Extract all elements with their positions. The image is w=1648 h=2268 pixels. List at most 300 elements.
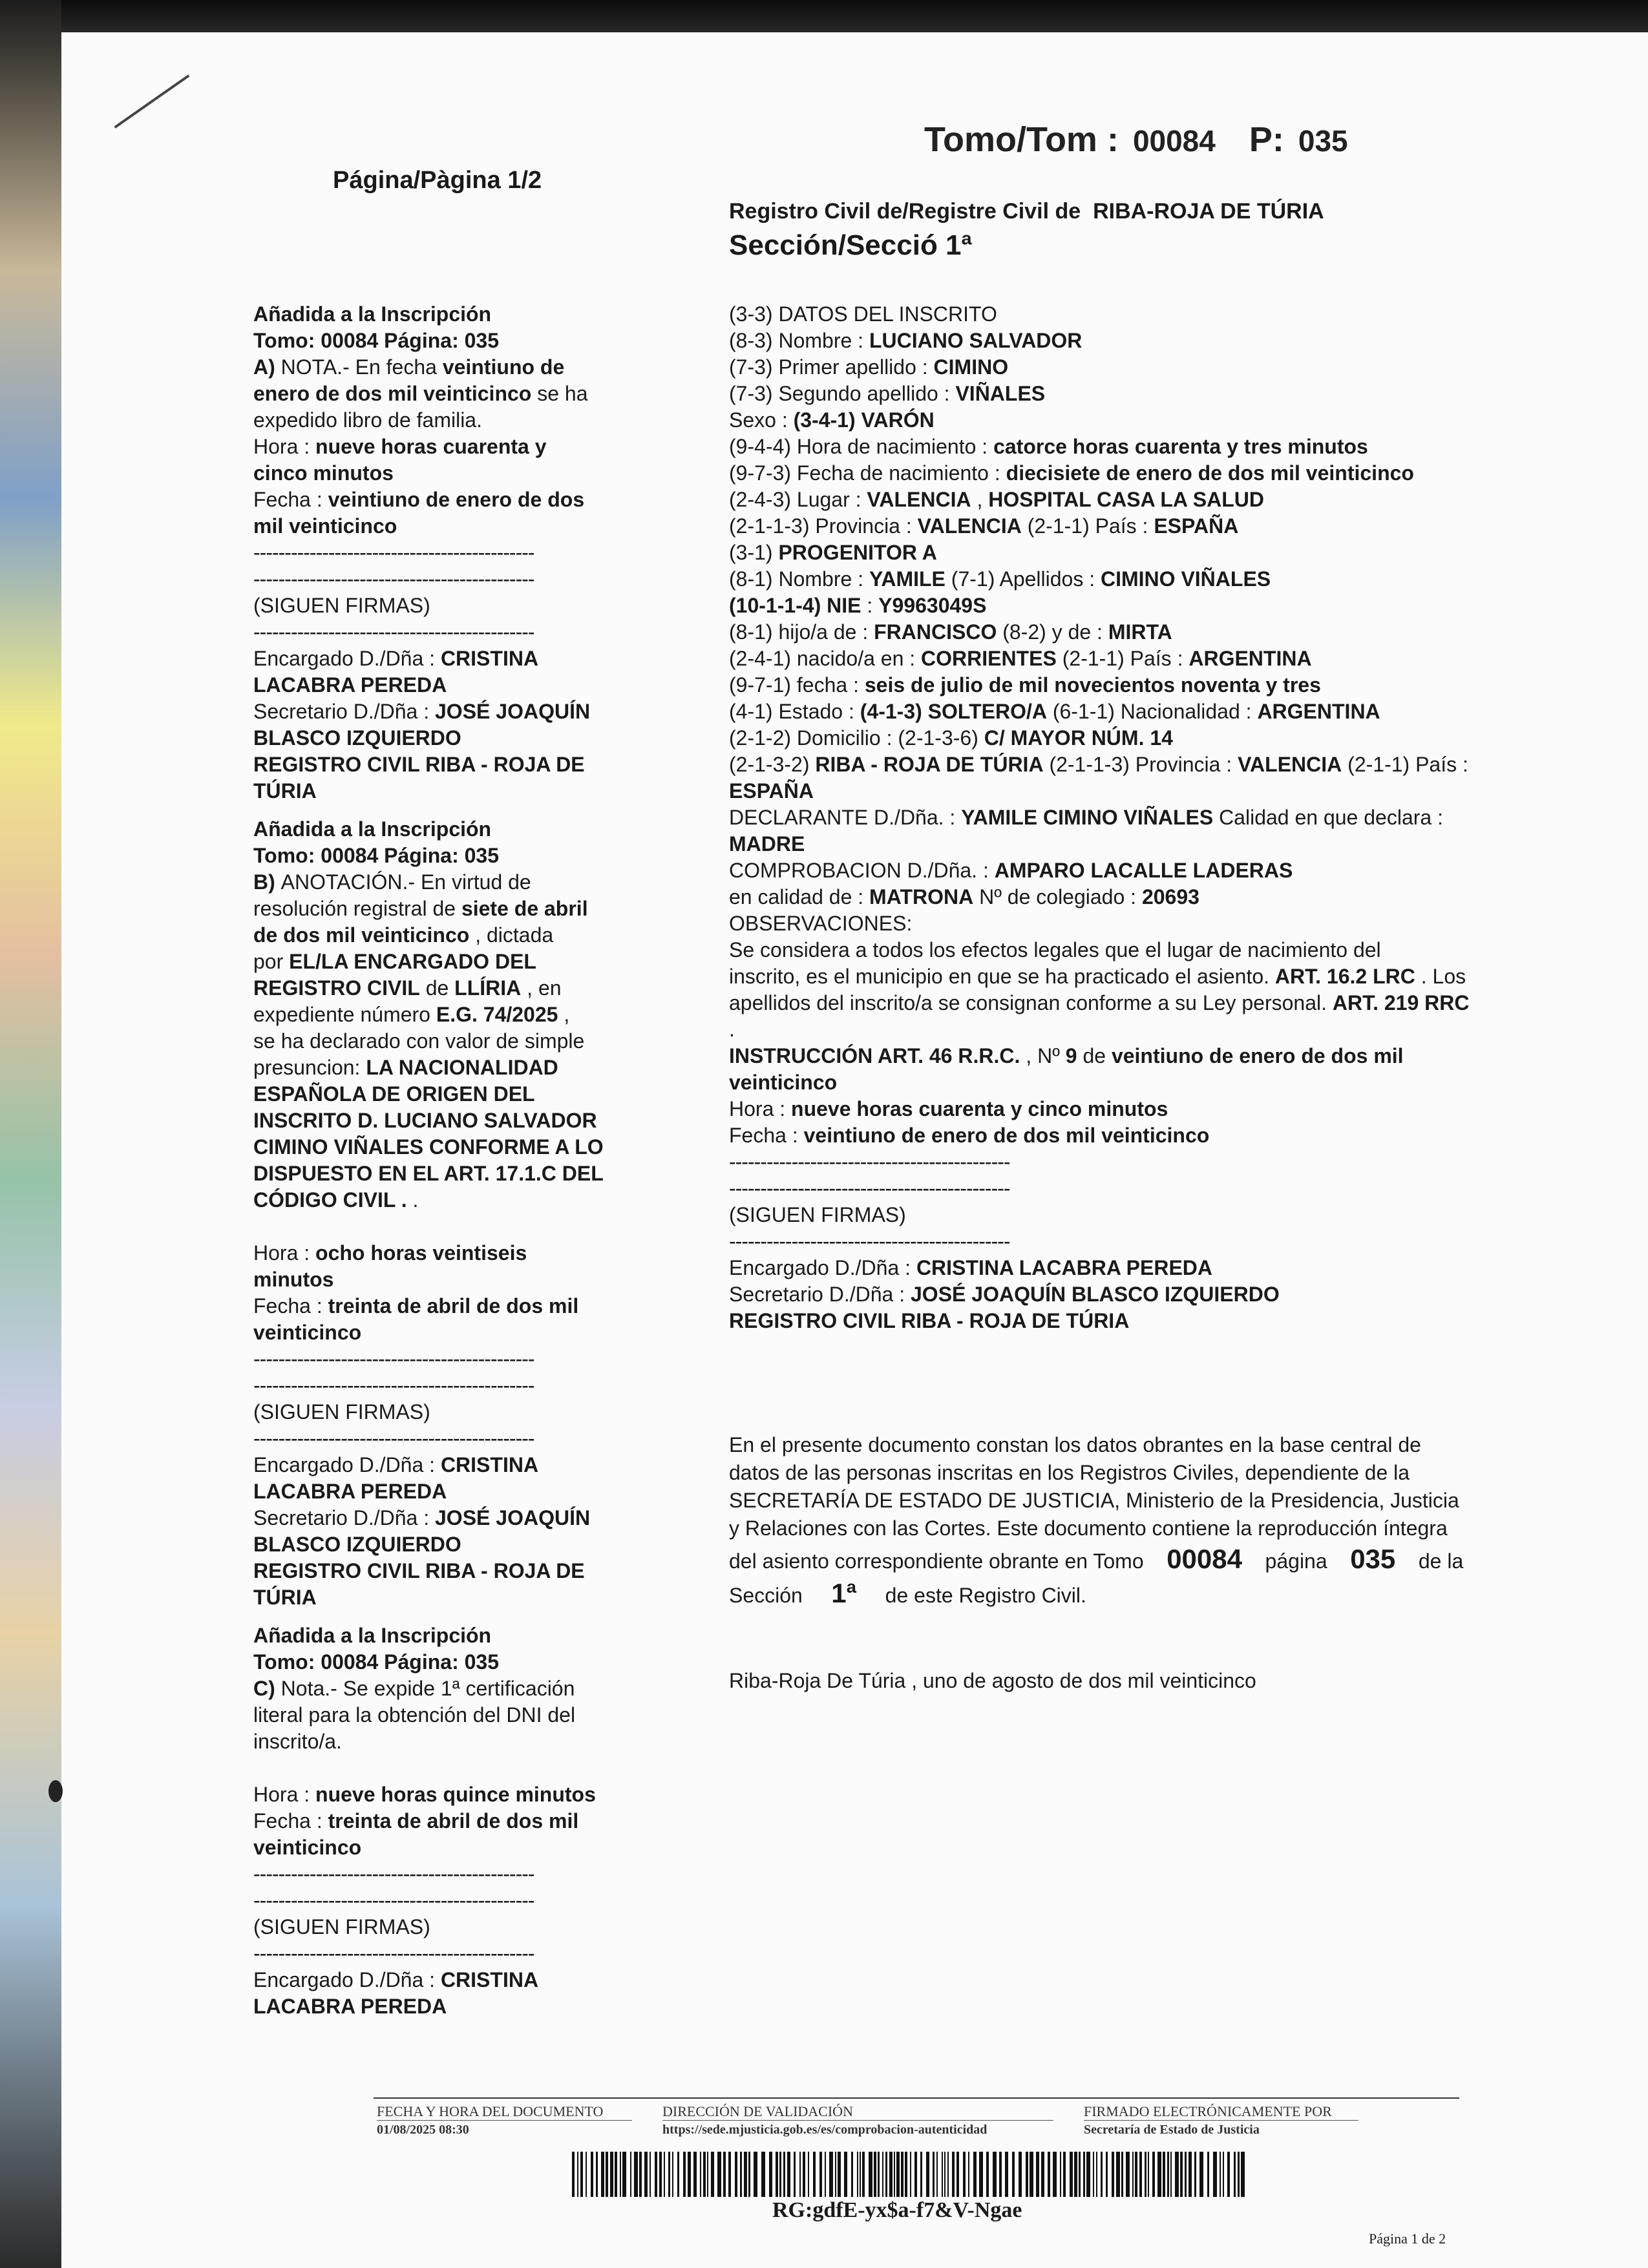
text-line — [729, 751, 1576, 778]
barcode-bar — [1093, 2152, 1094, 2197]
text-line — [729, 301, 1576, 328]
barcode-bar — [1074, 2152, 1077, 2197]
field-label: se ha — [531, 382, 588, 405]
field-label: inscrito, es el municipio en que se ha practicado el asiento. — [729, 965, 1275, 988]
field-label: Encargado D./Dña : — [253, 1453, 441, 1476]
spacer — [253, 1213, 641, 1240]
barcode-bar — [1106, 2152, 1108, 2197]
barcode-bar — [999, 2152, 1002, 2197]
text-line — [253, 1319, 641, 1346]
field-label: Secretario D./Dña : — [729, 1283, 911, 1306]
text-line — [253, 1584, 641, 1611]
field-value: ESPAÑA — [729, 779, 814, 803]
field-label: OBSERVACIONES: — [729, 912, 913, 935]
text-line — [253, 301, 641, 328]
field-label: . — [729, 1018, 735, 1041]
field-label: (7-1) Apellidos : — [945, 567, 1101, 591]
scan-left-edge — [0, 0, 61, 2268]
scan-blemish — [48, 1780, 63, 1802]
field-value: catorce horas cuarenta y tres minutos — [993, 435, 1368, 458]
text-line — [253, 1781, 641, 1808]
barcode-bar — [860, 2152, 861, 2197]
text-line — [729, 540, 1576, 566]
field-value: JOSÉ JOAQUÍN BLASCO IZQUIERDO — [911, 1283, 1280, 1306]
text-line — [729, 990, 1576, 1016]
field-value: YAMILE CIMINO VIÑALES — [961, 806, 1214, 829]
pagina-label: Página/Pàgina 1/2 — [333, 167, 542, 194]
statement-text: página — [1265, 1549, 1327, 1573]
field-value: CIMINO — [933, 355, 1009, 379]
statement-line — [729, 1545, 1543, 1575]
barcode-bar — [862, 2152, 865, 2197]
barcode-bar — [944, 2152, 945, 2197]
field-value: ESPAÑA — [1154, 514, 1239, 538]
field-value: VIÑALES — [955, 382, 1046, 405]
text-line — [253, 975, 641, 1002]
text-line — [729, 487, 1576, 513]
field-value: REGISTRO CIVIL RIBA - ROJA DE — [253, 753, 585, 776]
page-label: P: — [1249, 120, 1284, 159]
field-value: mil veinticinco — [253, 514, 397, 538]
field-label: Hora : — [253, 1783, 316, 1806]
field-value: CRISTINA — [440, 1968, 539, 1991]
field-label: de — [1077, 1044, 1112, 1067]
field-label: Encargado D./Dña : — [729, 1256, 916, 1279]
text-line — [253, 434, 641, 460]
field-label: Calidad en que declara : — [1213, 806, 1443, 829]
text-line — [729, 857, 1576, 884]
field-label: NOTA.- En fecha — [280, 355, 443, 379]
text-line — [729, 672, 1576, 698]
barcode-bar — [1157, 2152, 1161, 2197]
text-line — [729, 354, 1576, 381]
barcode-bar — [819, 2152, 822, 2197]
statement-pagina: 035 — [1350, 1544, 1396, 1574]
text-line — [253, 1081, 641, 1108]
field-label: Fecha : — [253, 1294, 328, 1318]
field-label: , — [558, 1003, 570, 1026]
text-line — [729, 937, 1576, 963]
barcode-bar — [825, 2152, 826, 2197]
field-label: , dictada — [469, 923, 554, 947]
text-line — [729, 381, 1576, 407]
text-line — [253, 460, 641, 487]
barcode-bar — [610, 2152, 613, 2197]
barcode-bar — [655, 2152, 657, 2197]
field-label: (SIGUEN FIRMAS) — [729, 1203, 906, 1226]
field-label: expedido libro de familia. — [253, 408, 482, 432]
text-line — [253, 1675, 641, 1702]
text-line — [729, 1069, 1576, 1096]
field-label: --------------------------------------------- — [253, 1374, 534, 1397]
dash-rule — [253, 1940, 641, 1967]
field-value: DISPUESTO EN EL ART. 17.1.C DEL — [253, 1162, 604, 1185]
text-line — [253, 949, 641, 975]
barcode-bar — [1041, 2152, 1044, 2197]
field-value: A) — [253, 355, 281, 379]
text-line — [253, 1993, 641, 2020]
barcode-bar — [707, 2152, 708, 2197]
field-value: C/ MAYOR NÚM. 14 — [984, 726, 1173, 750]
field-label: DECLARANTE D./Dña. : — [729, 806, 962, 829]
barcode-bar — [1112, 2152, 1114, 2197]
text-line — [253, 843, 641, 869]
text-line — [253, 487, 641, 513]
barcode-bar — [1126, 2152, 1130, 2197]
field-value: BLASCO IZQUIERDO — [253, 1533, 461, 1556]
barcode-bar — [1096, 2152, 1097, 2197]
barcode-bar — [1207, 2152, 1209, 2197]
field-label: --------------------------------------------- — [729, 1177, 1010, 1200]
barcode-bar — [1121, 2152, 1123, 2197]
field-value: CÓDIGO CIVIL . — [253, 1188, 407, 1212]
field-value: CRISTINA — [440, 1453, 539, 1476]
barcode-bar — [1116, 2152, 1120, 2197]
text-line — [253, 1160, 641, 1187]
spacer — [253, 1755, 641, 1781]
barcode-bar — [936, 2152, 938, 2197]
field-label: Secretario D./Dña : — [253, 700, 435, 723]
field-value: (4-1-3) SOLTERO/A — [860, 700, 1047, 723]
dash-rule — [253, 1425, 641, 1452]
footer-firmado-label: FIRMADO ELECTRÓNICAMENTE POR — [1084, 2103, 1332, 2119]
barcode-bar — [572, 2152, 575, 2197]
field-label: (2-1-3-2) — [729, 753, 816, 776]
field-label: de — [419, 976, 455, 1000]
text-line — [253, 896, 641, 922]
statement-text: Sección — [729, 1584, 803, 1607]
barcode-bar — [1048, 2152, 1050, 2197]
field-value: YAMILE — [869, 567, 945, 591]
barcode-bar — [577, 2152, 578, 2197]
text-line — [729, 831, 1576, 857]
text-line — [729, 1255, 1576, 1281]
text-line — [729, 407, 1576, 434]
text-line — [253, 778, 641, 804]
field-value: 9 — [1065, 1044, 1077, 1067]
footer-underline — [377, 2120, 632, 2121]
field-label: (SIGUEN FIRMAS) — [253, 594, 430, 617]
field-value: cinco minutos — [253, 461, 394, 485]
field-label: Encargado D./Dña : — [253, 1968, 441, 1991]
tomo-value: 00084 — [1132, 124, 1216, 158]
registro-label: Registro Civil de/Registre Civil de — [729, 199, 1081, 224]
barcode-bar — [799, 2152, 801, 2197]
field-label: Nota.- Se expide — [280, 1677, 441, 1700]
field-label: --------------------------------------------- — [253, 1942, 534, 1965]
field-value: ARGENTINA — [1188, 647, 1312, 670]
barcode-bar — [659, 2152, 662, 2197]
field-label: (7-3) Segundo apellido : — [729, 382, 956, 405]
text-line — [253, 1055, 641, 1081]
field-label: --------------------------------------------- — [253, 1347, 534, 1370]
field-value: LACABRA PEREDA — [253, 673, 447, 697]
field-value: ART. 16.2 LRC — [1274, 965, 1415, 988]
text-line — [253, 698, 641, 725]
field-value: TÚRIA — [253, 779, 317, 803]
field-value: LUCIANO SALVADOR — [869, 329, 1083, 352]
closing-place-date: Riba-Roja De Túria , uno de agosto de dos mil veinticinco — [729, 1669, 1256, 1692]
annotations-column — [253, 301, 641, 2020]
inscription-data-column — [729, 301, 1576, 1334]
field-label: Fecha : — [253, 1809, 328, 1832]
barcode-bar — [1053, 2152, 1057, 2197]
barcode-bar — [1145, 2152, 1146, 2197]
footer-direccion-value[interactable]: https://sede.mjusticia.gob.es/es/comprobacion-autenticidad — [662, 2123, 988, 2137]
certification-statement — [729, 1431, 1543, 1610]
barcode-bar — [803, 2152, 805, 2197]
barcode-bar — [783, 2152, 785, 2197]
barcode-bar — [591, 2152, 593, 2197]
field-value: LACABRA PEREDA — [253, 1995, 447, 2018]
field-value: REGISTRO CIVIL RIBA - ROJA DE — [253, 1559, 585, 1582]
barcode-bar — [779, 2152, 781, 2197]
field-label: (2-4-3) Lugar : — [729, 488, 867, 511]
barcode-bar — [586, 2152, 587, 2197]
field-label: (9-7-3) Fecha de nacimiento : — [729, 461, 1006, 485]
barcode-bar — [1139, 2152, 1142, 2197]
footer-fecha-value: 01/08/2025 08:30 — [377, 2123, 469, 2137]
text-line — [729, 1016, 1576, 1043]
text-line — [729, 328, 1576, 354]
dash-rule — [253, 1372, 641, 1399]
field-value: treinta de abril de dos mil — [328, 1294, 579, 1318]
barcode-bar — [1199, 2152, 1203, 2197]
field-value: diecisiete de enero de dos mil veinticinco — [1006, 461, 1414, 485]
footer-rule — [374, 2097, 1459, 2099]
field-value: MADRE — [729, 832, 805, 856]
barcode-bar — [838, 2152, 841, 2197]
field-value: Tomo: 00084 Página: 035 — [253, 844, 499, 867]
field-value: LLÍRIA — [454, 976, 522, 1000]
barcode-bar — [1188, 2152, 1192, 2197]
field-value: VALENCIA — [1238, 753, 1342, 776]
barcode-bar — [622, 2152, 626, 2197]
footer-direccion-label: DIRECCIÓN DE VALIDACIÓN — [662, 2103, 853, 2119]
barcode-bar — [794, 2152, 796, 2197]
barcode-bar — [1086, 2152, 1090, 2197]
barcode-bar — [717, 2152, 721, 2197]
text-line — [729, 593, 1576, 619]
field-label: (SIGUEN FIRMAS) — [253, 1915, 430, 1938]
field-value: Añadida a la Inscripción — [253, 1624, 492, 1647]
field-label: expediente número — [253, 1003, 436, 1026]
field-value: veintiuno de enero de dos mil — [1111, 1044, 1404, 1067]
text-line — [253, 1399, 641, 1425]
statement-line: y Relaciones con las Cortes. Este documento contiene la reproducción íntegra — [729, 1517, 1448, 1540]
barcode-bar — [1163, 2152, 1165, 2197]
registro-value: RIBA-ROJA DE TÚRIA — [1093, 199, 1324, 224]
field-value: INSTRUCCIÓN ART. 46 R.R.C. — [729, 1044, 1020, 1067]
statement-text: de este Registro Civil. — [885, 1584, 1086, 1607]
field-label: en calidad de : — [729, 885, 870, 908]
barcode-bar — [1079, 2152, 1081, 2197]
statement-line: SECRETARÍA DE ESTADO DE JUSTICIA, Ministerio de la Presidencia, Justicia — [729, 1489, 1459, 1512]
barcode-bar — [979, 2152, 983, 2197]
barcode-bar — [947, 2152, 949, 2197]
barcode-bar — [857, 2152, 858, 2197]
text-line — [253, 1028, 641, 1055]
barcode-bar — [1030, 2152, 1033, 2197]
statement-tomo: 00084 — [1167, 1544, 1242, 1574]
text-line — [253, 1702, 641, 1728]
text-line — [253, 1134, 641, 1160]
text-line — [729, 910, 1576, 937]
barcode-bar — [1152, 2152, 1155, 2197]
text-line — [253, 1452, 641, 1478]
field-value: EL/LA ENCARGADO DEL — [289, 950, 536, 973]
barcode-bar — [769, 2152, 772, 2197]
text-line — [729, 1202, 1576, 1228]
barcode-bar — [1019, 2152, 1022, 2197]
barcode-bar — [693, 2152, 697, 2197]
field-value: nueve horas quince minutos — [315, 1783, 596, 1806]
barcode-bar — [942, 2152, 943, 2197]
barcode-bar — [1170, 2152, 1172, 2197]
barcode-bar — [644, 2152, 648, 2197]
field-label: (8-2) y de : — [997, 620, 1108, 644]
field-label: --------------------------------------------- — [253, 620, 534, 644]
barcode-bar — [1060, 2152, 1061, 2197]
field-label: --------------------------------------------- — [253, 1862, 534, 1885]
field-value: LA NACIONALIDAD — [366, 1056, 558, 1079]
field-label: (SIGUEN FIRMAS) — [253, 1400, 430, 1423]
barcode-bar — [829, 2152, 833, 2197]
field-value: C) — [253, 1677, 281, 1700]
barcode-bar — [952, 2152, 955, 2197]
field-value: MIRTA — [1108, 620, 1172, 644]
field-value: AMPARO LACALLE LADERAS — [994, 859, 1293, 882]
barcode-bar — [813, 2152, 816, 2197]
field-label: Se considera a todos los efectos legales que el lugar de nacimiento del — [729, 938, 1381, 961]
barcode-bar — [910, 2152, 911, 2197]
field-label: --------------------------------------------- — [729, 1150, 1010, 1173]
field-value: JOSÉ JOAQUÍN — [435, 1506, 591, 1529]
text-line — [253, 1505, 641, 1531]
field-label: Fecha : — [729, 1124, 804, 1147]
text-line — [253, 1002, 641, 1028]
text-line — [253, 1834, 641, 1861]
field-value: ARGENTINA — [1257, 700, 1380, 723]
field-value: veinticinco — [253, 1836, 362, 1859]
field-label: certificación — [460, 1677, 575, 1700]
text-line — [253, 725, 641, 751]
barcode-bar — [601, 2152, 604, 2197]
field-value: Añadida a la Inscripción — [253, 817, 492, 841]
barcode-bar — [835, 2152, 836, 2197]
barcode-bar — [896, 2152, 900, 2197]
text-line — [253, 1728, 641, 1755]
barcode-bar — [1148, 2152, 1149, 2197]
field-label: presuncion: — [253, 1056, 366, 1079]
field-value: enero de dos mil veinticinco — [253, 382, 532, 405]
tomo-label: Tomo/Tom : — [924, 120, 1119, 159]
text-line — [729, 1122, 1576, 1149]
barcode-bar — [894, 2152, 895, 2197]
field-label: --------------------------------------------- — [253, 1427, 534, 1450]
field-label: (2-1-1) País : — [1056, 647, 1189, 670]
text-line — [253, 407, 641, 434]
barcode-bar — [740, 2152, 742, 2197]
field-label: Sexo : — [729, 408, 794, 432]
barcode-bar — [761, 2152, 765, 2197]
text-line — [729, 1308, 1576, 1334]
barcode-bar — [1175, 2152, 1179, 2197]
barcode-bar — [933, 2152, 935, 2197]
barcode-bar — [986, 2152, 989, 2197]
barcode-bar — [650, 2152, 651, 2197]
field-value: RIBA - ROJA DE TÚRIA — [815, 753, 1044, 776]
field-label: --------------------------------------------- — [253, 567, 534, 591]
barcode-bar — [703, 2152, 706, 2197]
barcode-bar — [606, 2152, 608, 2197]
barcode-bar — [920, 2152, 922, 2197]
field-label: , — [971, 488, 989, 511]
barcode-bar — [889, 2152, 893, 2197]
statement-line — [729, 1579, 1543, 1610]
barcode-bar — [688, 2152, 691, 2197]
barcode-bar — [844, 2152, 847, 2197]
barcode-bar — [926, 2152, 929, 2197]
field-value: E.G. 74/2025 — [436, 1003, 558, 1026]
barcode-bar — [956, 2152, 959, 2197]
barcode-bar — [963, 2152, 966, 2197]
text-line — [253, 1622, 641, 1649]
barcode-bar — [580, 2152, 583, 2197]
field-label: . — [407, 1188, 419, 1212]
dash-rule — [253, 1861, 641, 1887]
barcode-bar — [1005, 2152, 1008, 2197]
text-line — [729, 566, 1576, 593]
barcode-bar — [711, 2152, 714, 2197]
field-value: VALENCIA — [867, 488, 971, 511]
text-line — [729, 778, 1576, 804]
field-label: . Los — [1415, 965, 1466, 988]
field-label: Hora : — [253, 435, 316, 458]
field-value: FRANCISCO — [874, 620, 997, 644]
barcode-bar — [776, 2152, 778, 2197]
text-line — [729, 1281, 1576, 1308]
text-line — [729, 619, 1576, 646]
field-value: 20693 — [1141, 885, 1199, 908]
field-value: veintiuno de — [442, 355, 565, 379]
text-line — [253, 1478, 641, 1505]
field-value: CIMINO VIÑALES — [1101, 567, 1271, 591]
text-line — [253, 381, 641, 407]
field-label: --------------------------------------------- — [729, 1230, 1010, 1253]
seccion-heading: Sección/Secció 1ª — [729, 229, 972, 261]
field-value: (10-1-1-4) NIE — [729, 594, 861, 617]
field-value: treinta de abril de dos mil — [328, 1809, 579, 1832]
field-value: veinticinco — [253, 1321, 362, 1344]
field-label: (3-1) — [729, 541, 779, 564]
barcode-bar — [973, 2152, 977, 2197]
barcode-bar — [1026, 2152, 1028, 2197]
barcode-bar — [1063, 2152, 1066, 2197]
field-value: INSCRITO D. LUCIANO SALVADOR — [253, 1109, 597, 1132]
barcode-bar — [1220, 2152, 1221, 2197]
field-label: COMPROBACION D./Dña. : — [729, 859, 995, 882]
field-value: CIMINO VIÑALES CONFORME A LO — [253, 1135, 604, 1159]
barcode-bar — [748, 2152, 750, 2197]
dash-rule — [729, 1228, 1576, 1255]
field-label: , en — [521, 976, 562, 1000]
dash-rule — [729, 1149, 1576, 1175]
text-line — [253, 1531, 641, 1558]
field-label: --------------------------------------------- — [253, 1889, 534, 1912]
footer-underline — [1084, 2120, 1358, 2121]
barcode-bar — [728, 2152, 731, 2197]
